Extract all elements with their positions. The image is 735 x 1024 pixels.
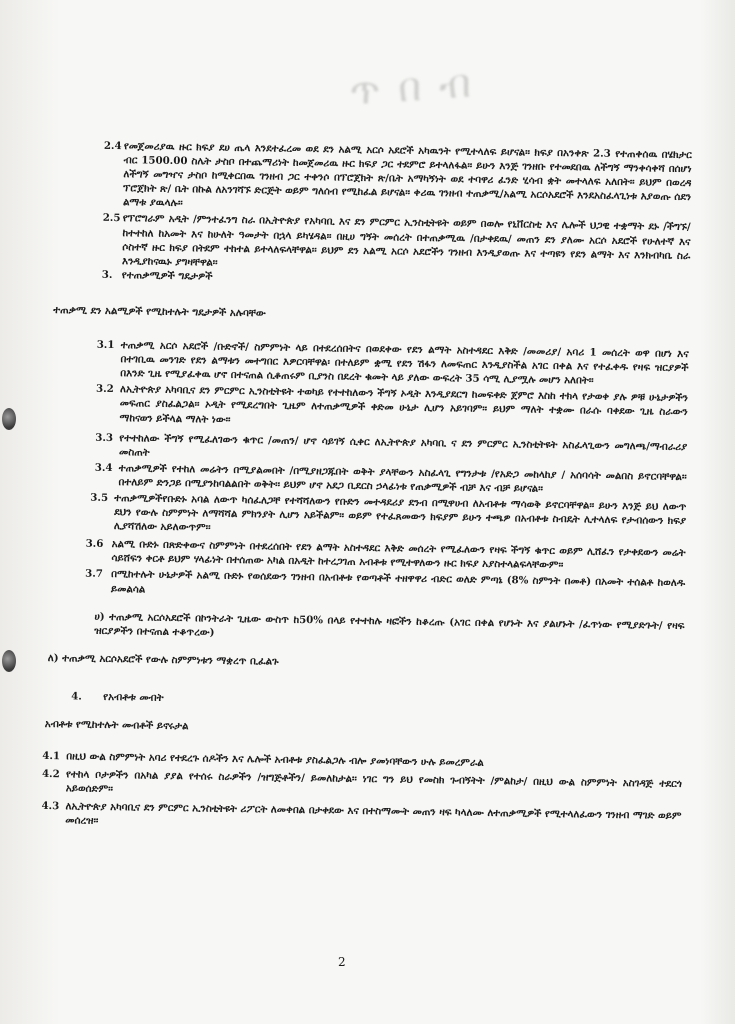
clause-number: 3.4 (94, 461, 113, 474)
clause-3-5 (46, 490, 687, 542)
section-title: የተጠቃሚዎች ግዴታዎች (121, 268, 213, 283)
obligations-subheading: ተጠቃሚ ደን አልሚዎች የሚከተሉት ግዴታዎች አሉባቸው (53, 303, 266, 320)
clause-text: የተከላ ቦታዎችን በአካል ያያል የተሰሩ ስራዎችን /ዝግጅቶችን/ ይመለከታል፡፡ ነገር ግን ይህ የመስክ ጉብኝትት /ምልከታ/ በዚህ ውል ስምምነት አስገዳጅ ተደርጎ አይወሰድም፡፡ (65, 768, 683, 796)
section-title: የአብቶቱ መብት (103, 690, 164, 704)
section-number: 3. (101, 268, 113, 281)
clause-text: አልሚ ቡድኑ በጽድቀውና ስምምነት በተደረሰበት የደን ልማት አስተዳደር እቅድ መሰረት የሚፈለውን የዛፍ ችግኝ ቁጥር ወይም ሊሸፈን የታቀደውን መሬት ሳይሸፍን ቀርቶ ይህም ሃላፊነት በተሰጠው አካል በአዲት ከተረጋገጠ አብቶቱ የሚተዋለውን ዙር ክፍያ አያስተላልፍላቸውም፡፡ (111, 538, 686, 572)
rights-subheading: አብቶቱ የሚከተሉት መብቶች ይኖሩታል (44, 717, 189, 733)
clause-number: 3.3 (95, 431, 114, 444)
clause-4-3 (41, 799, 681, 837)
document-body (41, 138, 692, 838)
clause-text: ለኢትዮጵያ አካባቢና ደን ምርምር ኢንስቲትዩት ተወካይ የተተከለውን ችግኝ ኦዲት እንዲያደርግ ከመፍቀድ ጀምሮ እስከ ተክላ የታወቀ ያሉ ዎቹ ሁኔታዎችን መፍጠር ያስፈልጋል፡፡ ኦዲት የሚደረግበት ጊዜም ለተጠቃሚዎች ቀድመ ሁኔታ ሊሆን አይገባም፡፡ ይህም ማለት ተቋሙ በራሱ ባቀደው ጊዜ ስራውን ማከናወን ይችላል ማለት ነው፡፡ (119, 383, 689, 426)
clause-number: 3.5 (90, 491, 109, 504)
section-4-heading (43, 689, 683, 713)
clause-text: ተጠቃሚዎችየቡድኑ አባል ለውጥ ካሰፈለጋቸ የተሻሻለውን የቡድን መተዳደሪያ ደንብ በሚዋሀብ ለአብቶቱ ማሳወቅ ይኖርባቸዋል፡፡ ይሁን እንጅ ይህ ለውጥ ደህን የውሉ ስምምነት ለማሻሻል ምክንያት ሊሆን አይችልም፡፡ ወይም የተፈጸመውን ክፍያም ይሁን ተጫዎ በአብቶቱ ስብዴት ሊተላለፍ የታብሰውን ክፍያ ሊያሻሽለው አይለውጥም፡፡ (113, 491, 687, 534)
clause-number: 4.3 (41, 800, 60, 813)
clause-number: 3.6 (85, 537, 104, 551)
clause-text: የተተከለው ችግኝ የሚፈለገውን ቁጥር /መጠን/ ሆኖ ሳይገኝ ሲቀር ለኢትዮጵያ አካባቢ ና ደን ምርምር ኢንስቲትዩት አስፈላጊውን መግለጫ/ማብራሪያ መስጠት (118, 431, 688, 459)
clause-text: የፕሮግራም አዲት /ምንተፈንግ ስራ በኢትዮጵያ የአካባቢ እና ደን ምርምር ኢንስቲትዩት ወይም በወሎ የኒቨርስቲ እና ሌሎች ህጋዊ ተቋማት ደኑ /ችግኙ/ ከተተከለ ከአመት እና ከሁለት ዓመታት በኋላ ይካሄዳል፡፡ በዚሀ ግኝት መሰረት በተጠቃሚዉ /በታቀደዉ/ መጠን ደን ያለሙ አርሶ አደሮች የሁለተኛ እና ሶስተኛ ዙር ክፍያ በትደም ተከተል ይተላለፍላቸዋል፡፡ ይህም ደን አልሚ አርሶ አደሮችን ገንዘብ እንዲያወጡ እና ተጣዩን የደን ልማት እና እንክብካቤ ስራ እንዲያከናዉኑ ያግዛቸዋል፡፡ (121, 212, 691, 269)
clause-2-4 (51, 138, 692, 219)
clause-number: 3.1 (96, 338, 115, 352)
punch-hole (2, 650, 16, 672)
clause-3-1 (48, 337, 689, 389)
clause-number: 4.1 (42, 750, 61, 763)
clause-number: 2.5 (102, 212, 121, 225)
bleed-through-text: ጥበብ (348, 59, 491, 116)
condition-a: ሀ) ተጠቃሚ አርሶአደሮች በኮንትራት ጊዜው ውስጥ ከ50% በላይ የተተከሉ ዛፎችን ከቆረጡ (አገር በቀል የሆኑት እና ያልሆኑት /ፈጥነው የሚያድጉት/ የዛፍ ዝርያዎችን በተናጠል ተቆጥረው) (94, 610, 685, 639)
section-number: 4. (71, 690, 82, 703)
clause-number: 3.2 (95, 383, 114, 396)
clause-text: ለኢትዮጵያ አካባቢና ደን ምርምር ኢንስቲትዩት ሪፖርት ለመቀበል በታቀደው እና በተስማሙት መጠን ዛፍ ካላለሙ ለተጠቃሚዎች የሚተላለፈውን ገንዘብ ማገድ ወይም መሰረዝ፡፡ (65, 800, 682, 828)
clause-text: ተጠቃሚ አርሶ አደሮች /ቡድኖች/ ስምምነት ላይ በተደረሰበትና በወደቀው የደን ልማት አስተዳደር እቅድ /መመሪያ/ አባሪ 1 መሰረት ወዋ በሆነ እና በተገቢዉ መንገድ የደን ልማቱን መተግበር እዎርባቸዋል፡ በተለይም ቋሚ የደን ሽፋን ለመፍጠር እንዲያስችል አገር በቀል እና የተፈቀዱ የዛፍ ዝርያዎች በእንድ ጊዜ የሚያፈቀዉ ሆኖ በተናጠል ሲቆጠሩም ቢያንስ በደረት ቁመት ላይ ያለው ውፍረት 35 ሳሚ ሊያሟሉ መሆን አለበት፡፡ (120, 339, 689, 387)
clause-text: ተጠቃሚዎች የተከለ መሬትን በሚያልመበት /በሚያዘጋጁበት ወቅት ያላቸውን አስፈላጊ የግንታቱ /የአድጋ መከላከያ / አሰባሳት መልበስ ይኖርባቸዋል፡፡ በተለይም ድንጋይ በሚያንከባልልበት ወቅት፡፡ ይህም ሆኖ አደጋ ቢደርስ ኃላፊነቱ የጠቃሚዎች ብቻ እና ብቻ ይሆናል፡፡ (118, 461, 687, 495)
clause-number: 2.4 (103, 139, 122, 153)
punch-hole (2, 408, 16, 430)
clause-number: 4.2 (41, 768, 60, 781)
clause-2-5 (50, 210, 691, 276)
clause-3-2 (48, 381, 689, 433)
page-number: 2 (338, 955, 346, 969)
clause-number: 3.7 (85, 568, 103, 581)
clause-text: በሚከተሉት ሁኔታዎች አልሚ ቡድኑ የወሰደውን ገንዘብ በአብቶቱ የወጣቶች ተዘዋዋሪ ብድር ወለድ ምጣኔ (8% ስምንት በመቶ) በአመት ተሰልቶ ከወለዱ ይመልሳል (110, 568, 686, 596)
clause-text: በዚህ ውል ስምምነት አባሪ የተደረጉ ሰዶችን እና ሌሎች አብቶቱ ያስፈልጋሉ ብሎ ያመነባቸውን ሁሉ ይመረምራል (66, 750, 484, 769)
condition-b: ለ) ተጠቃሚ አርሶአደሮች የውሉ ስምምነቱን ማቋረጥ ቢፈልጉ (47, 651, 279, 668)
clause-4-2 (42, 767, 682, 805)
clause-text: የመጀመሪያዉ ዙር ክፍያ ደሀ ጤላ እንደተፈረመ ወደ ደን አልሚ አርሶ አደሮች አካዉንት የሚተላለፍ ይሆናል፡፡ ክፍያ በአንቀጽ 2.3 የተጠቀሰዉ በሄክታር ብር 1500.00 ስሌት ታስቦ በተጨማሪነት ከመጀመሪዉ ዙር ክፍያ ጋር ተደምሮ ይተላለፋል፡፡ ይሁን እንጅ ገንዘቡ የተመደበዉ ለችግኝ ማንቀሳቀሻ በሰሆነ ለችግኝ መግዣና ታስቦ ከሚቀርበዉ ገንዘብ ጋር ተቀንሶ በፕሮጀክት ጽ/ቤት አማካኝነት ወደ ተባዋሪ ፈንድ ሂሳብ ቋት መተላለፍ አለበት፡፡ ይህም በወረዳ ፕሮጀክት ጽ/ ቤት በኩል ለአንገሻኙ ድርጅት ወይም ግለሰብ የሚከፈል ይሆናል፡፡ ቀሪዉ ገንዘብ ተጠቃሚ/አልሚ አርሶአደሮች እንደአስፈላጊነቱ እያወጡ ሰደን ልማቱ ያዉላሉ፡፡ (122, 140, 692, 210)
